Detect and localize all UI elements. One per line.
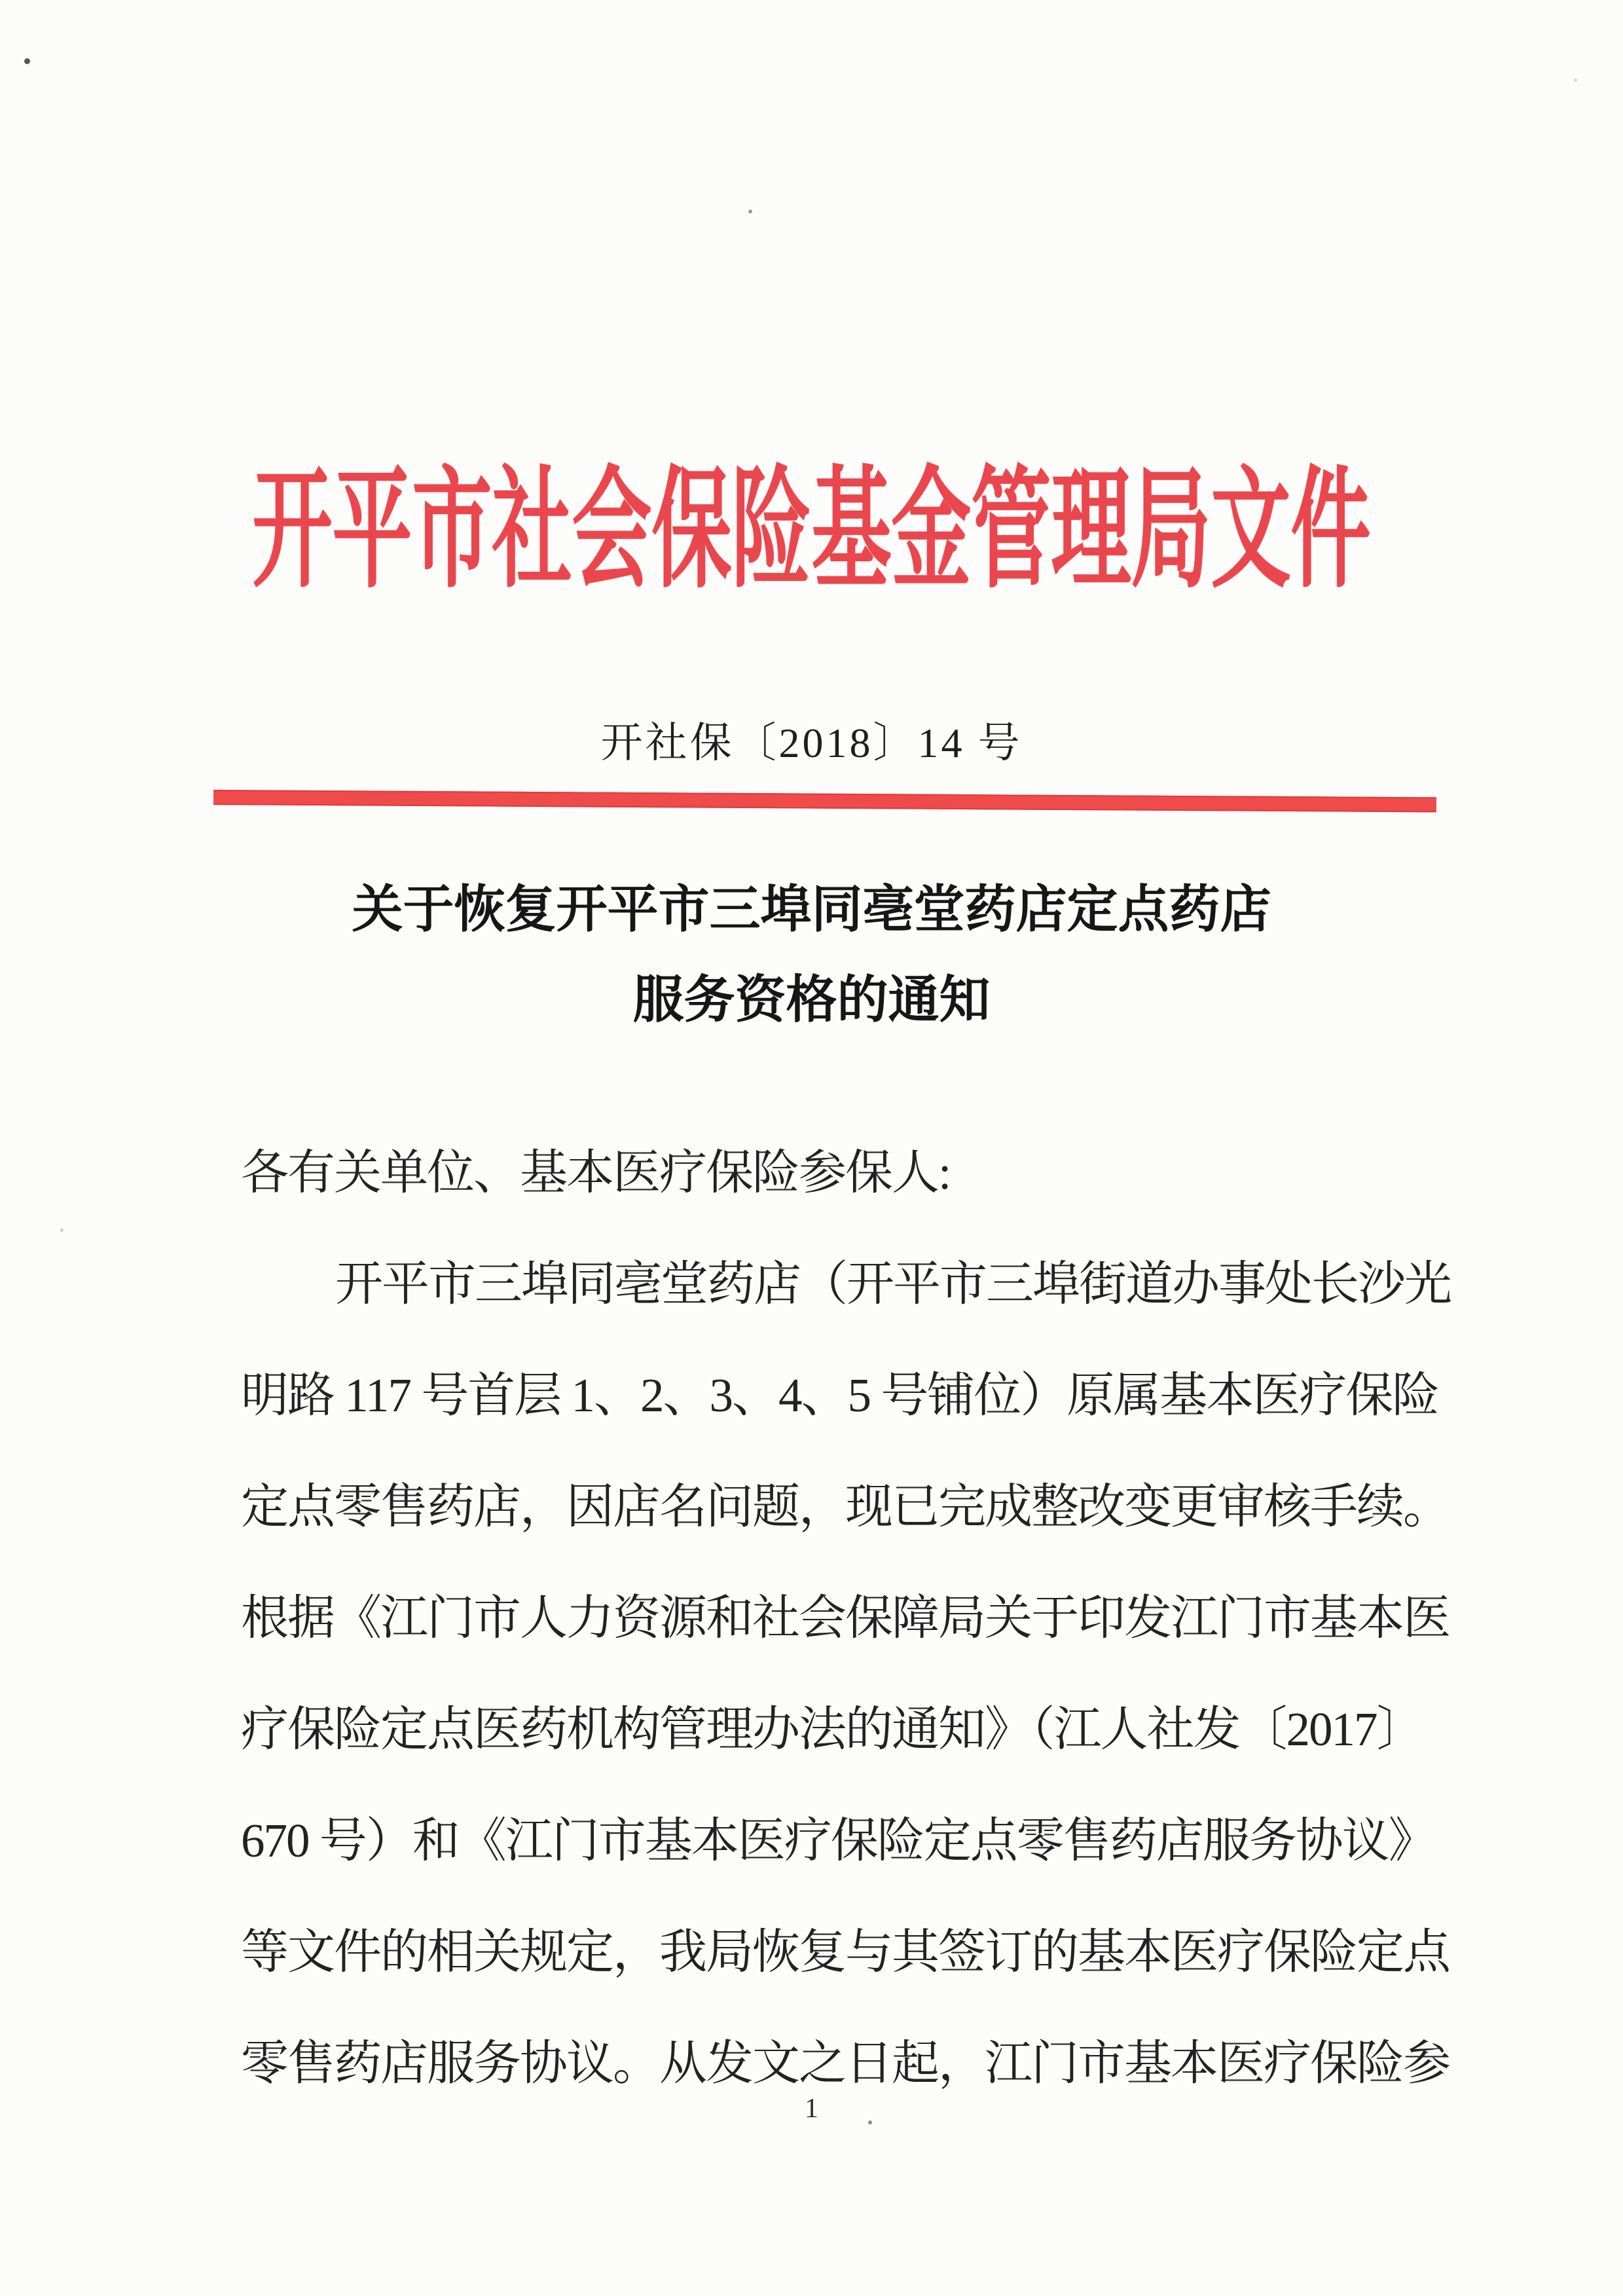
body-line: 670 号）和《江门市基本医疗保险定点零售药店服务协议》 [241, 1814, 1435, 1867]
body-line: 根据《江门市人力资源和社会保障局关于印发江门市基本医 [241, 1591, 1450, 1644]
scan-speck [748, 210, 752, 213]
page-number: 1 [805, 2094, 818, 2124]
agency-banner-title: 开平市社会保险基金管理局文件 [252, 458, 1371, 604]
notice-title-line-1: 关于恢复开平市三埠同亳堂药店定点药店 [352, 881, 1271, 938]
scan-speck [868, 2120, 872, 2124]
body-text-block [241, 1117, 1451, 2119]
scan-speck [60, 1229, 64, 1232]
scan-speck [24, 58, 30, 64]
body-line: 等文件的相关规定，我局恢复与其签订的基本医疗保险定点 [241, 1925, 1450, 1978]
notice-title-line-2: 服务资格的通知 [632, 971, 991, 1028]
document-number: 开社保〔2018〕14 号 [600, 720, 1023, 766]
body-line: 疗保险定点医药机构管理办法的通知》（江人社发〔2017〕 [241, 1703, 1423, 1756]
body-line: 开平市三埠同亳堂药店（开平市三埠街道办事处长沙光 [335, 1257, 1451, 1310]
body-line: 零售药店服务协议。从发文之日起，江门市基本医疗保险参 [241, 2037, 1450, 2090]
body-line: 定点零售药店，因店名问题，现已完成整改变更审核手续。 [241, 1480, 1450, 1533]
red-divider-line [213, 790, 1436, 812]
salutation-line: 各有关单位、基本医疗保险参保人: [241, 1146, 951, 1199]
body-line: 明路 117 号首层 1、2、3、4、5 号铺位）原属基本医疗保险 [241, 1369, 1439, 1422]
scan-speck [1574, 79, 1577, 82]
